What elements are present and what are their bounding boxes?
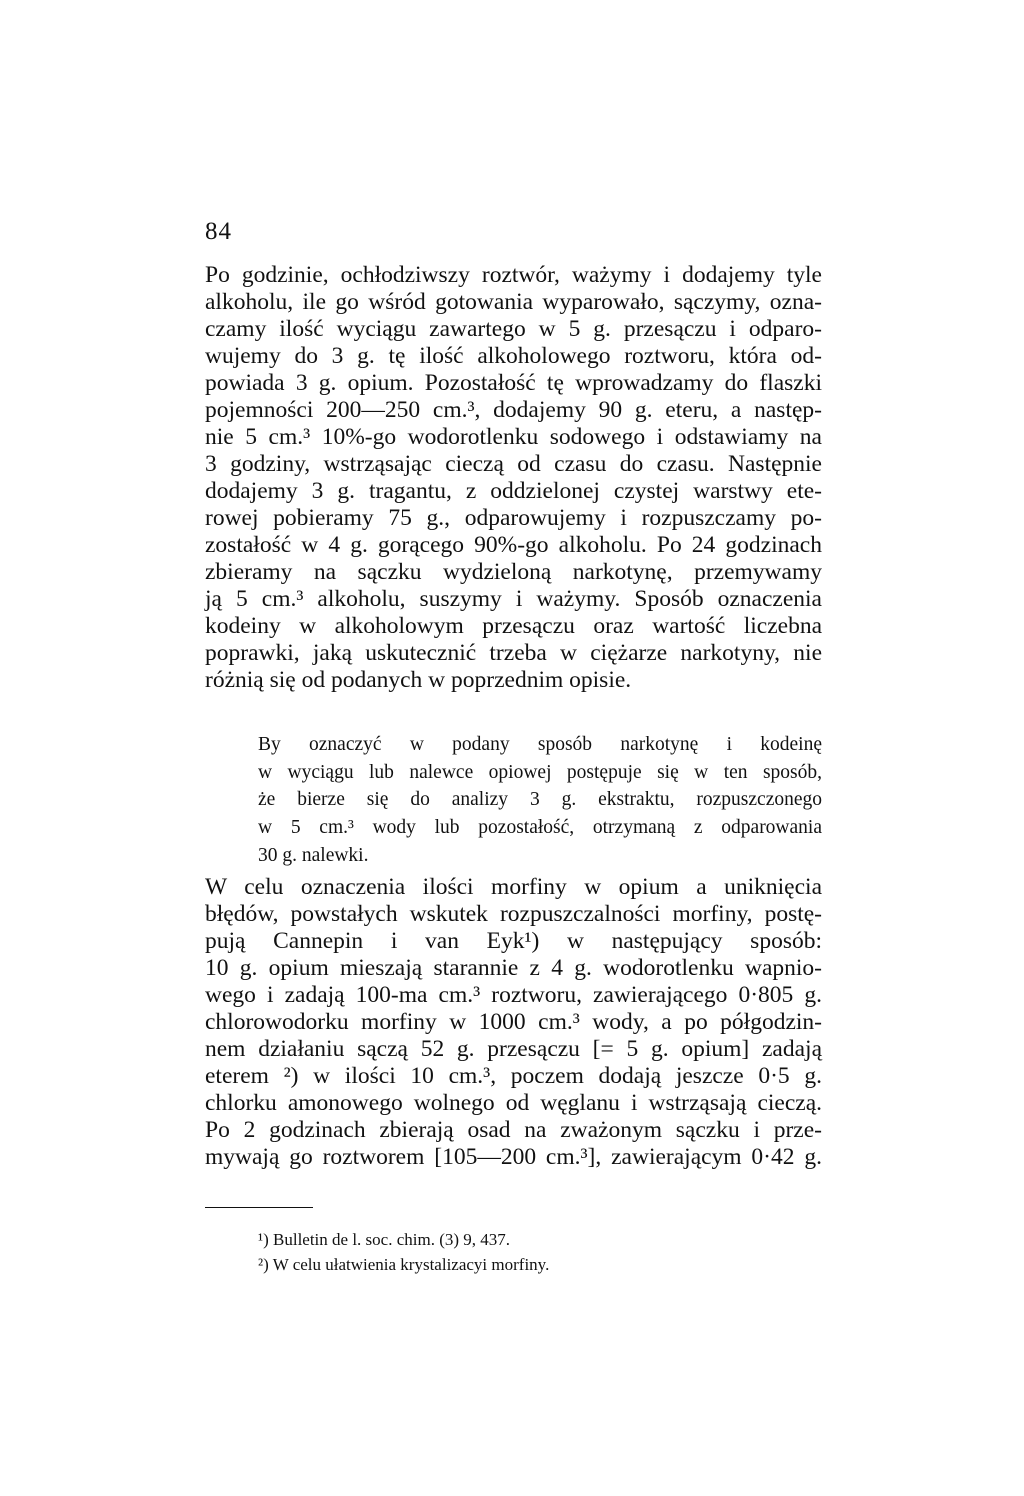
- text-line: rowej pobieramy 75 g., odparowujemy i rozpuszczamy po-: [205, 505, 822, 531]
- text-line: kodeiny w alkoholowym przesączu oraz wartość liczebna: [205, 613, 822, 639]
- paragraph-small-note: [258, 731, 822, 870]
- text-line: W celu oznaczenia ilości morfiny w opium a uniknięcia: [205, 874, 822, 900]
- text-line: chlorku amonowego wolnego od węglanu i wstrząsają cieczą.: [205, 1090, 822, 1116]
- text-line: w wyciągu lub nalewce opiowej postępuje się w ten sposób,: [258, 761, 822, 783]
- paragraph-narkotyna-procedure: [205, 262, 822, 694]
- text-line: dodajemy 3 g. tragantu, z oddzielonej czystej warstwy ete-: [205, 478, 822, 504]
- text-line: nem działaniu sączą 52 g. przesączu [= 5 g. opium] zadają: [205, 1036, 822, 1062]
- text-line: Po 2 godzinach zbierają osad na zważonym sączku i prze-: [205, 1117, 822, 1143]
- text-line: różnią się od podanych w poprzednim opisie.: [205, 667, 632, 693]
- text-line: 10 g. opium mieszają starannie z 4 g. wodorotlenku wapnio-: [205, 955, 822, 981]
- text-line: poprawki, jaką uskutecznić trzeba w ciężarze narkotyny, nie: [205, 640, 822, 666]
- text-line: wujemy do 3 g. tę ilość alkoholowego roztworu, która od-: [205, 343, 822, 369]
- paragraph-morfina-procedure: [205, 874, 822, 1171]
- text-line: eterem ²) w ilości 10 cm.³, poczem dodają jeszcze 0·5 g.: [205, 1063, 822, 1089]
- text-line: błędów, powstałych wskutek rozpuszczalności morfiny, postę-: [205, 901, 822, 927]
- text-line: w 5 cm.³ wody lub pozostałość, otrzymaną z odparowania: [258, 817, 822, 839]
- footnotes: [258, 1227, 758, 1277]
- text-line: wego i zadają 100-ma cm.³ roztworu, zawierającego 0·805 g.: [205, 982, 822, 1008]
- text-line: By oznaczyć w podany sposób narkotynę i kodeinę: [258, 734, 822, 755]
- text-line: 30 g. nalewki.: [258, 844, 369, 866]
- text-line: mywają go roztworem [105—200 cm.³], zawierającym 0·42 g.: [205, 1144, 822, 1170]
- text-line: powiada 3 g. opium. Pozostałość tę wprowadzamy do flaszki: [205, 370, 822, 396]
- text-line: alkoholu, ile go wśród gotowania wyparowało, sączymy, ozna-: [205, 289, 822, 315]
- text-line: czamy ilość wyciągu zawartego w 5 g. przesączu i odparo-: [205, 316, 822, 342]
- text-line: Po godzinie, ochłodziwszy roztwór, ważymy i dodajemy tyle: [205, 262, 822, 288]
- footnote: ¹) Bulletin de l. soc. chim. (3) 9, 437.: [258, 1230, 511, 1249]
- footnote-divider: [205, 1207, 313, 1208]
- text-line: pojemności 200—250 cm.³, dodajemy 90 g. eteru, a następ-: [205, 397, 822, 423]
- text-line: ją 5 cm.³ alkoholu, suszymy i ważymy. Sposób oznaczenia: [205, 586, 822, 612]
- text-line: chlorowodorku morfiny w 1000 cm.³ wody, a po półgodzin-: [205, 1009, 822, 1035]
- text-line: pują Cannepin i van Eyk¹) w następujący sposób:: [205, 928, 822, 954]
- text-line: że bierze się do analizy 3 g. ekstraktu, rozpuszczonego: [258, 789, 822, 811]
- page-number: 84: [205, 218, 232, 245]
- text-line: zbieramy na sączku wydzieloną narkotynę, przemywamy: [205, 559, 822, 585]
- text-line: 3 godziny, wstrząsając cieczą od czasu do czasu. Następnie: [205, 451, 822, 477]
- footnote: ²) W celu ułatwienia krystalizacyi morfiny.: [258, 1255, 550, 1274]
- text-line: nie 5 cm.³ 10%-go wodorotlenku sodowego i odstawiamy na: [205, 424, 822, 450]
- text-line: zostałość w 4 g. gorącego 90%-go alkoholu. Po 24 godzinach: [205, 532, 822, 558]
